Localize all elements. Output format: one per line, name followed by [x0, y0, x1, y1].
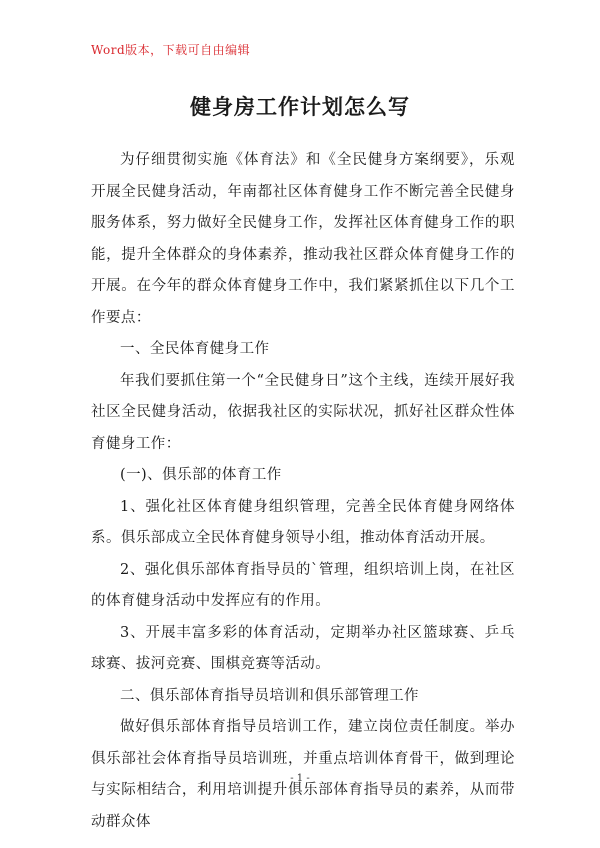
paragraph: 年我们要抓住第一个“全民健身日”这个主线，连续开展好我社区全民健身活动，依据我社区的实际状况，抓好社区群众性体育健身工作：	[91, 372, 515, 452]
paragraph: 1、强化社区体育健身组织管理，完善全民体育健身网络体系。俱乐部成立全民体育健身领导小组，推动体育活动开展。	[91, 498, 515, 546]
document-body	[91, 145, 515, 838]
section-heading: 二、俱乐部体育指导员培训和俱乐部管理工作	[120, 687, 419, 704]
paragraph: 3、开展丰富多彩的体育活动，定期举办社区篮球赛、乒乓球赛、拔河竞赛、围棋竞赛等活动。	[91, 624, 515, 672]
paragraph: 为仔细贯彻实施《体育法》和《全民健身方案纲要》，乐观开展全民健身活动，年南都社区体育健身工作不断完善全民健身服务体系，努力做好全民健身工作，发挥社区体育健身工作的职能，提升全体群众的身体素养，推动我社区群众体育健身工作的开展。在今年的群众体育健身工作中，我们紧紧抓住以下几个工作要点：	[91, 152, 515, 326]
paragraph: 2、强化俱乐部体育指导员的`管理，组织培训上岗，在社区的体育健身活动中发挥应有的作用。	[91, 561, 515, 609]
header-note: Word版本，下载可自由编辑	[91, 43, 251, 57]
section-heading: 一、全民体育健身工作	[120, 341, 270, 357]
paragraph: 做好俱乐部体育指导员培训工作，建立岗位责任制度。举办俱乐部社会体育指导员培训班，并重点培训体育骨干，做到理论与实际相结合，利用培训提升俱乐部体育指导员的素养，从而带动群众体	[91, 719, 515, 830]
subsection-heading: (一)、俱乐部的体育工作	[120, 467, 282, 483]
page-title: 健身房工作计划怎么写	[190, 94, 410, 119]
page-number: - 1 -	[290, 773, 310, 784]
